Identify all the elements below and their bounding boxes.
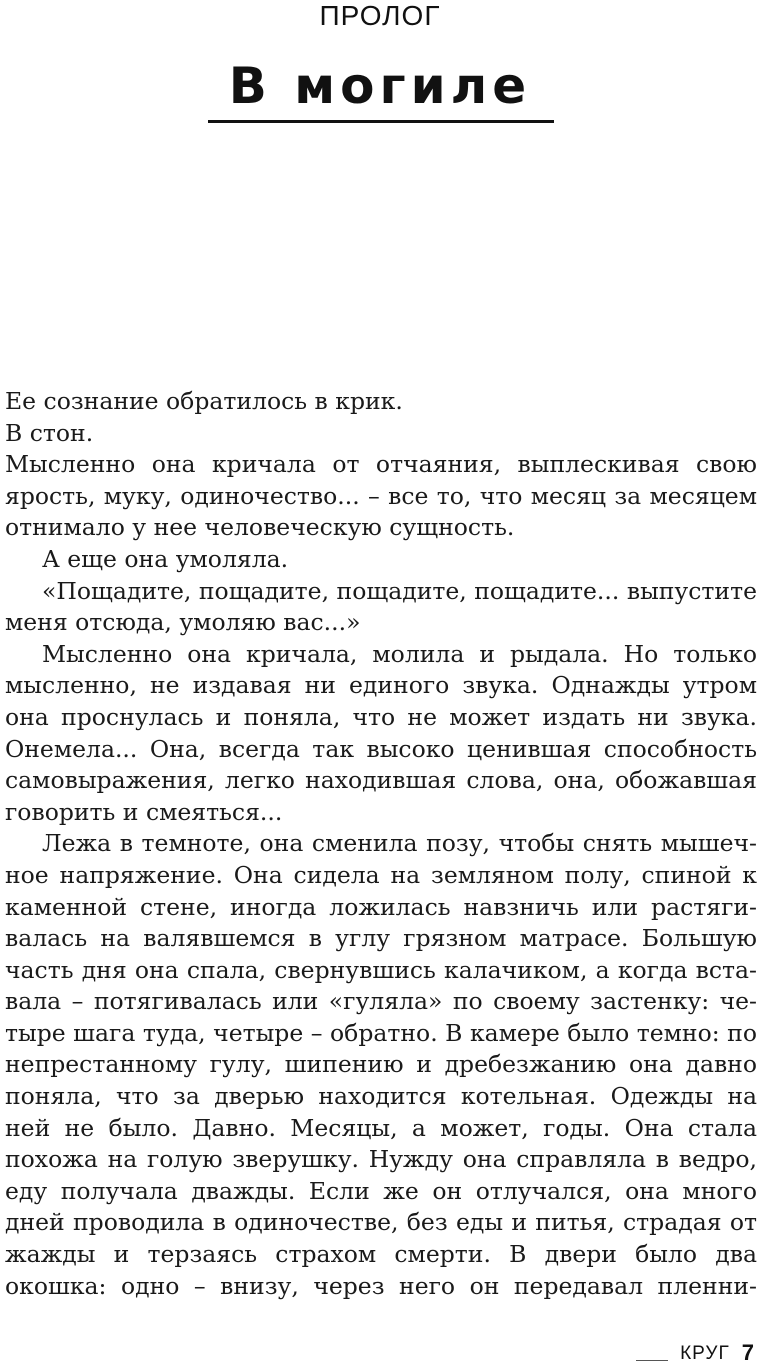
paragraph: В стон. [5, 418, 94, 447]
footer-rule [636, 1360, 668, 1361]
prologue-label: ПРОЛОГ [319, 0, 441, 31]
page-number: 7 [741, 1340, 754, 1365]
title-underline [208, 120, 554, 123]
page-footer [636, 1339, 754, 1365]
paragraph: «Пощадите, пощадите, пощадите, пощадите... выпустите меня отсюда, умоляю вас...» [5, 576, 757, 637]
paragraph: Мысленно она кричала, молила и рыдала. Но только мысленно, не издавая ни единого звука. Однажды утром она проснулась и поняла, что не может издать ни звука. Онемела... Она, всегда так высоко ценившая способность самовыражения, легко находившая слова, она, обожавшая говорить и смеяться... [5, 639, 757, 826]
paragraph: Мысленно она кричала от отчаяния, выплескивая свою ярость, муку, одиночество... – все то, что месяц за месяцем отнимало у нее человеческую сущность. [5, 450, 757, 542]
running-head: КРУГ [680, 1343, 730, 1364]
chapter-title: В могиле [228, 57, 532, 115]
paragraph: Лежа в темноте, она сменила позу, чтобы снять мышечное напряжение. Она сидела на земляном полу, спиной к каменной стене, иногда ложилась навзничь или растягивалась на валявшемся в углу грязном матрасе. Большую часть дня она спала, свернувшись калачиком, а когда вставала – потягивалась или «гуляла» по своему застенку: четыре шага туда, четыре – обратно. В камере было темно: по непрестанному гулу, шипению и дребезжанию она давно поняла, что за дверью находится котельная. Одежды на ней не было. Давно. Месяцы, а может, годы. Она стала похожа на голую зверушку. Нужду она справляла в ведро, еду получала дважды. Если же он отлучался, она много дней проводила в одиночестве, без еды и питья, страдая от жажды и терзаясь страхом смерти. В двери было два окошка: одно – внизу, через него он передавал пленни- [5, 829, 757, 1300]
paragraph: А еще она умоляла. [42, 544, 289, 573]
body-text [5, 386, 757, 1302]
paragraph: Ее сознание обратилось в крик. [5, 387, 403, 415]
